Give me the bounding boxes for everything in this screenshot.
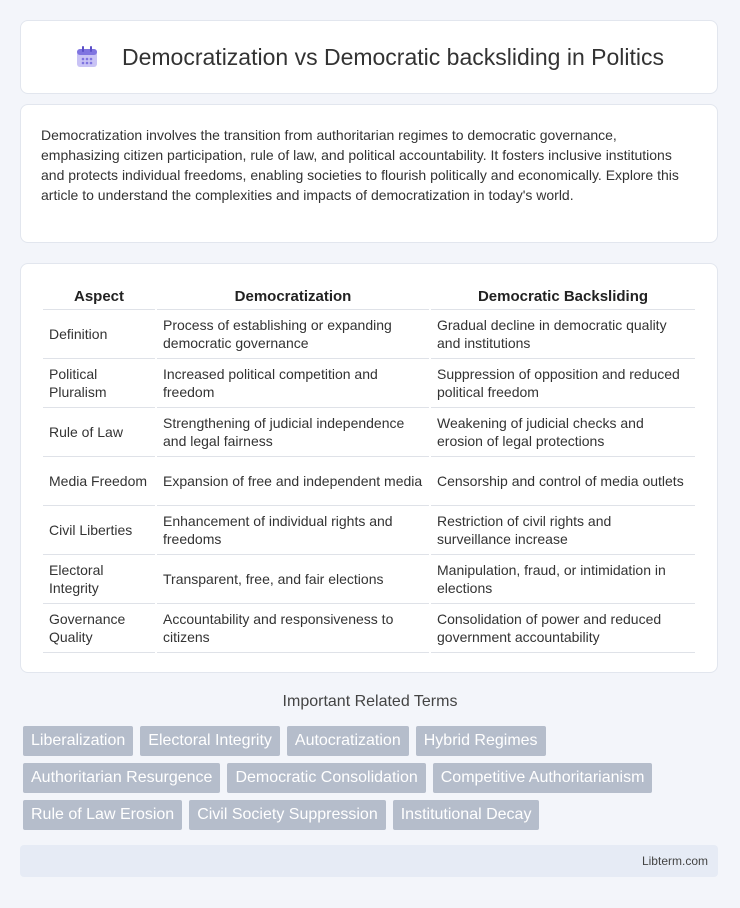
table-row	[43, 310, 695, 359]
backsliding-cell: Suppression of opposition and reduced political freedom	[431, 359, 695, 408]
aspect-cell: Media Freedom	[43, 457, 155, 506]
table-row	[43, 408, 695, 457]
related-term-chip[interactable]: Authoritarian Resurgence	[23, 763, 220, 793]
table-row	[43, 506, 695, 555]
column-header: Aspect	[43, 285, 155, 310]
page-title-text: Democratization vs Democratic backsliding in Politics	[122, 43, 664, 70]
backsliding-cell: Restriction of civil rights and surveillance increase	[431, 506, 695, 555]
backsliding-cell: Manipulation, fraud, or intimidation in elections	[431, 555, 695, 604]
related-term-chip[interactable]: Electoral Integrity	[140, 726, 280, 756]
table-row	[43, 604, 695, 653]
democratization-cell: Expansion of free and independent media	[157, 457, 429, 506]
title-card	[20, 20, 718, 94]
column-header: Democratic Backsliding	[431, 285, 695, 310]
aspect-cell: Governance Quality	[43, 604, 155, 653]
page-title	[74, 44, 664, 71]
backsliding-cell: Censorship and control of media outlets	[431, 457, 695, 506]
footer	[20, 845, 718, 877]
intro-card	[20, 104, 718, 243]
democratization-cell: Increased political competition and freedom	[157, 359, 429, 408]
related-term-chip[interactable]: Democratic Consolidation	[227, 763, 425, 793]
table-row	[43, 359, 695, 408]
backsliding-cell: Consolidation of power and reduced government accountability	[431, 604, 695, 653]
aspect-cell: Rule of Law	[43, 408, 155, 457]
related-terms	[23, 726, 723, 837]
footer-brand-link[interactable]: Libterm.com	[641, 854, 708, 868]
table-header-row	[43, 285, 695, 310]
democratization-cell: Process of establishing or expanding democratic governance	[157, 310, 429, 359]
democratization-cell: Strengthening of judicial independence and legal fairness	[157, 408, 429, 457]
column-header: Democratization	[157, 285, 429, 310]
table-row	[43, 555, 695, 604]
aspect-cell: Definition	[43, 310, 155, 359]
table-row	[43, 457, 695, 506]
aspect-cell: Electoral Integrity	[43, 555, 155, 604]
aspect-cell: Political Pluralism	[43, 359, 155, 408]
comparison-table	[41, 285, 697, 653]
related-term-chip[interactable]: Rule of Law Erosion	[23, 800, 182, 830]
related-term-chip[interactable]: Autocratization	[287, 726, 409, 756]
aspect-cell: Civil Liberties	[43, 506, 155, 555]
intro-text: Democratization involves the transition from authoritarian regimes to democratic governance, emphasizing citizen participation, rule of law, and political accountability. It fosters inclusive institutions and protects individual freedoms, enabling societies to flourish politically and economically. Explore this article to understand the complexities and impacts of democratization in today's world.	[41, 127, 679, 203]
related-term-chip[interactable]: Hybrid Regimes	[416, 726, 546, 756]
related-terms-title: Important Related Terms	[282, 693, 458, 710]
comparison-card	[20, 263, 718, 673]
backsliding-cell: Weakening of judicial checks and erosion of legal protections	[431, 408, 695, 457]
calendar-icon	[74, 44, 100, 70]
related-term-chip[interactable]: Civil Society Suppression	[189, 800, 386, 830]
related-term-chip[interactable]: Institutional Decay	[393, 800, 540, 830]
democratization-cell: Accountability and responsiveness to citizens	[157, 604, 429, 653]
backsliding-cell: Gradual decline in democratic quality and institutions	[431, 310, 695, 359]
democratization-cell: Enhancement of individual rights and freedoms	[157, 506, 429, 555]
related-term-chip[interactable]: Competitive Authoritarianism	[433, 763, 653, 793]
related-term-chip[interactable]: Liberalization	[23, 726, 133, 756]
democratization-cell: Transparent, free, and fair elections	[157, 555, 429, 604]
